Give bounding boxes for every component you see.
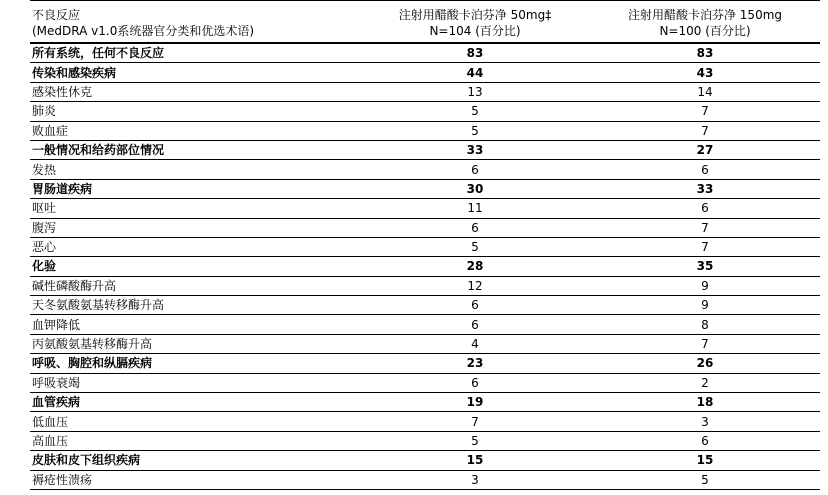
category-row <box>30 140 820 159</box>
category-row <box>30 43 820 63</box>
header-row <box>30 4 820 43</box>
header-col2-line1: 注射用醋酸卡泊芬净 50mg‡ <box>398 8 552 22</box>
value-150mg: 26 <box>590 354 820 373</box>
value-150mg: 9 <box>590 276 820 295</box>
header-col3-line1: 注射用醋酸卡泊芬净 150mg <box>627 8 783 22</box>
value-150mg: 7 <box>590 237 820 256</box>
term-label: 天冬氨酸氨基转移酶升高 <box>30 296 360 315</box>
value-50mg: 15 <box>360 451 590 470</box>
value-150mg: 14 <box>590 82 820 101</box>
term-label: 败血症 <box>30 121 360 140</box>
value-150mg: 6 <box>590 431 820 450</box>
value-150mg: 3 <box>590 412 820 431</box>
value-50mg: 12 <box>360 276 590 295</box>
header-dose-50mg <box>360 4 590 43</box>
value-50mg: 6 <box>360 296 590 315</box>
value-50mg: 5 <box>360 237 590 256</box>
term-row <box>30 470 820 489</box>
term-row <box>30 412 820 431</box>
value-50mg: 5 <box>360 431 590 450</box>
term-row <box>30 334 820 353</box>
term-row <box>30 373 820 392</box>
header-col2-line2: N=104 (百分比) <box>429 24 521 38</box>
term-label: 恶心 <box>30 237 360 256</box>
term-row <box>30 431 820 450</box>
term-label: 低血压 <box>30 412 360 431</box>
category-label: 皮肤和皮下组织疾病 <box>30 451 360 470</box>
category-row <box>30 451 820 470</box>
term-row <box>30 121 820 140</box>
value-50mg: 6 <box>360 315 590 334</box>
header-col1-line1: 不良反应 <box>32 8 81 22</box>
category-label: 胃肠道疾病 <box>30 179 360 198</box>
value-150mg: 27 <box>590 140 820 159</box>
value-150mg: 7 <box>590 121 820 140</box>
term-row <box>30 102 820 121</box>
category-row <box>30 179 820 198</box>
term-row <box>30 199 820 218</box>
category-row <box>30 63 820 82</box>
adverse-reactions-table <box>30 4 820 490</box>
value-150mg: 9 <box>590 296 820 315</box>
value-50mg: 11 <box>360 199 590 218</box>
category-label: 所有系统，任何不良反应 <box>30 43 360 63</box>
value-150mg: 6 <box>590 199 820 218</box>
term-label: 发热 <box>30 160 360 179</box>
header-adverse-reaction <box>30 4 360 43</box>
category-label: 传染和感染疾病 <box>30 63 360 82</box>
term-row <box>30 315 820 334</box>
value-50mg: 4 <box>360 334 590 353</box>
value-50mg: 5 <box>360 102 590 121</box>
term-label: 感染性休克 <box>30 82 360 101</box>
category-label: 血管疾病 <box>30 393 360 412</box>
value-50mg: 5 <box>360 121 590 140</box>
value-50mg: 33 <box>360 140 590 159</box>
category-label: 一般情况和给药部位情况 <box>30 140 360 159</box>
value-150mg: 7 <box>590 102 820 121</box>
value-50mg: 3 <box>360 470 590 489</box>
term-label: 血钾降低 <box>30 315 360 334</box>
value-150mg: 18 <box>590 393 820 412</box>
category-label: 呼吸、胸腔和纵膈疾病 <box>30 354 360 373</box>
header-col1-line2: (MedDRA v1.0系统器官分类和优选术语) <box>32 24 255 38</box>
value-150mg: 2 <box>590 373 820 392</box>
category-label: 化验 <box>30 257 360 276</box>
value-150mg: 6 <box>590 160 820 179</box>
table-header <box>30 4 820 43</box>
term-row <box>30 160 820 179</box>
value-50mg: 7 <box>360 412 590 431</box>
value-150mg: 8 <box>590 315 820 334</box>
category-row <box>30 393 820 412</box>
category-row <box>30 354 820 373</box>
category-row <box>30 257 820 276</box>
term-row <box>30 237 820 256</box>
value-150mg: 35 <box>590 257 820 276</box>
term-label: 丙氨酸氨基转移酶升高 <box>30 334 360 353</box>
value-50mg: 44 <box>360 63 590 82</box>
term-row <box>30 218 820 237</box>
value-50mg: 23 <box>360 354 590 373</box>
term-row <box>30 276 820 295</box>
top-rule <box>30 0 820 1</box>
value-150mg: 7 <box>590 334 820 353</box>
term-label: 高血压 <box>30 431 360 450</box>
value-50mg: 6 <box>360 373 590 392</box>
value-150mg: 15 <box>590 451 820 470</box>
header-col3-line2: N=100 (百分比) <box>659 24 751 38</box>
table-body <box>30 43 820 489</box>
value-50mg: 6 <box>360 160 590 179</box>
value-50mg: 28 <box>360 257 590 276</box>
term-row <box>30 296 820 315</box>
term-label: 腹泻 <box>30 218 360 237</box>
value-150mg: 7 <box>590 218 820 237</box>
value-150mg: 83 <box>590 43 820 63</box>
value-50mg: 83 <box>360 43 590 63</box>
value-150mg: 33 <box>590 179 820 198</box>
value-50mg: 19 <box>360 393 590 412</box>
value-150mg: 5 <box>590 470 820 489</box>
value-50mg: 6 <box>360 218 590 237</box>
header-dose-150mg <box>590 4 820 43</box>
term-label: 呕吐 <box>30 199 360 218</box>
term-row <box>30 82 820 101</box>
value-50mg: 13 <box>360 82 590 101</box>
value-150mg: 43 <box>590 63 820 82</box>
term-label: 肺炎 <box>30 102 360 121</box>
value-50mg: 30 <box>360 179 590 198</box>
term-label: 褥疮性溃疡 <box>30 470 360 489</box>
term-label: 呼吸衰竭 <box>30 373 360 392</box>
term-label: 碱性磷酸酶升高 <box>30 276 360 295</box>
